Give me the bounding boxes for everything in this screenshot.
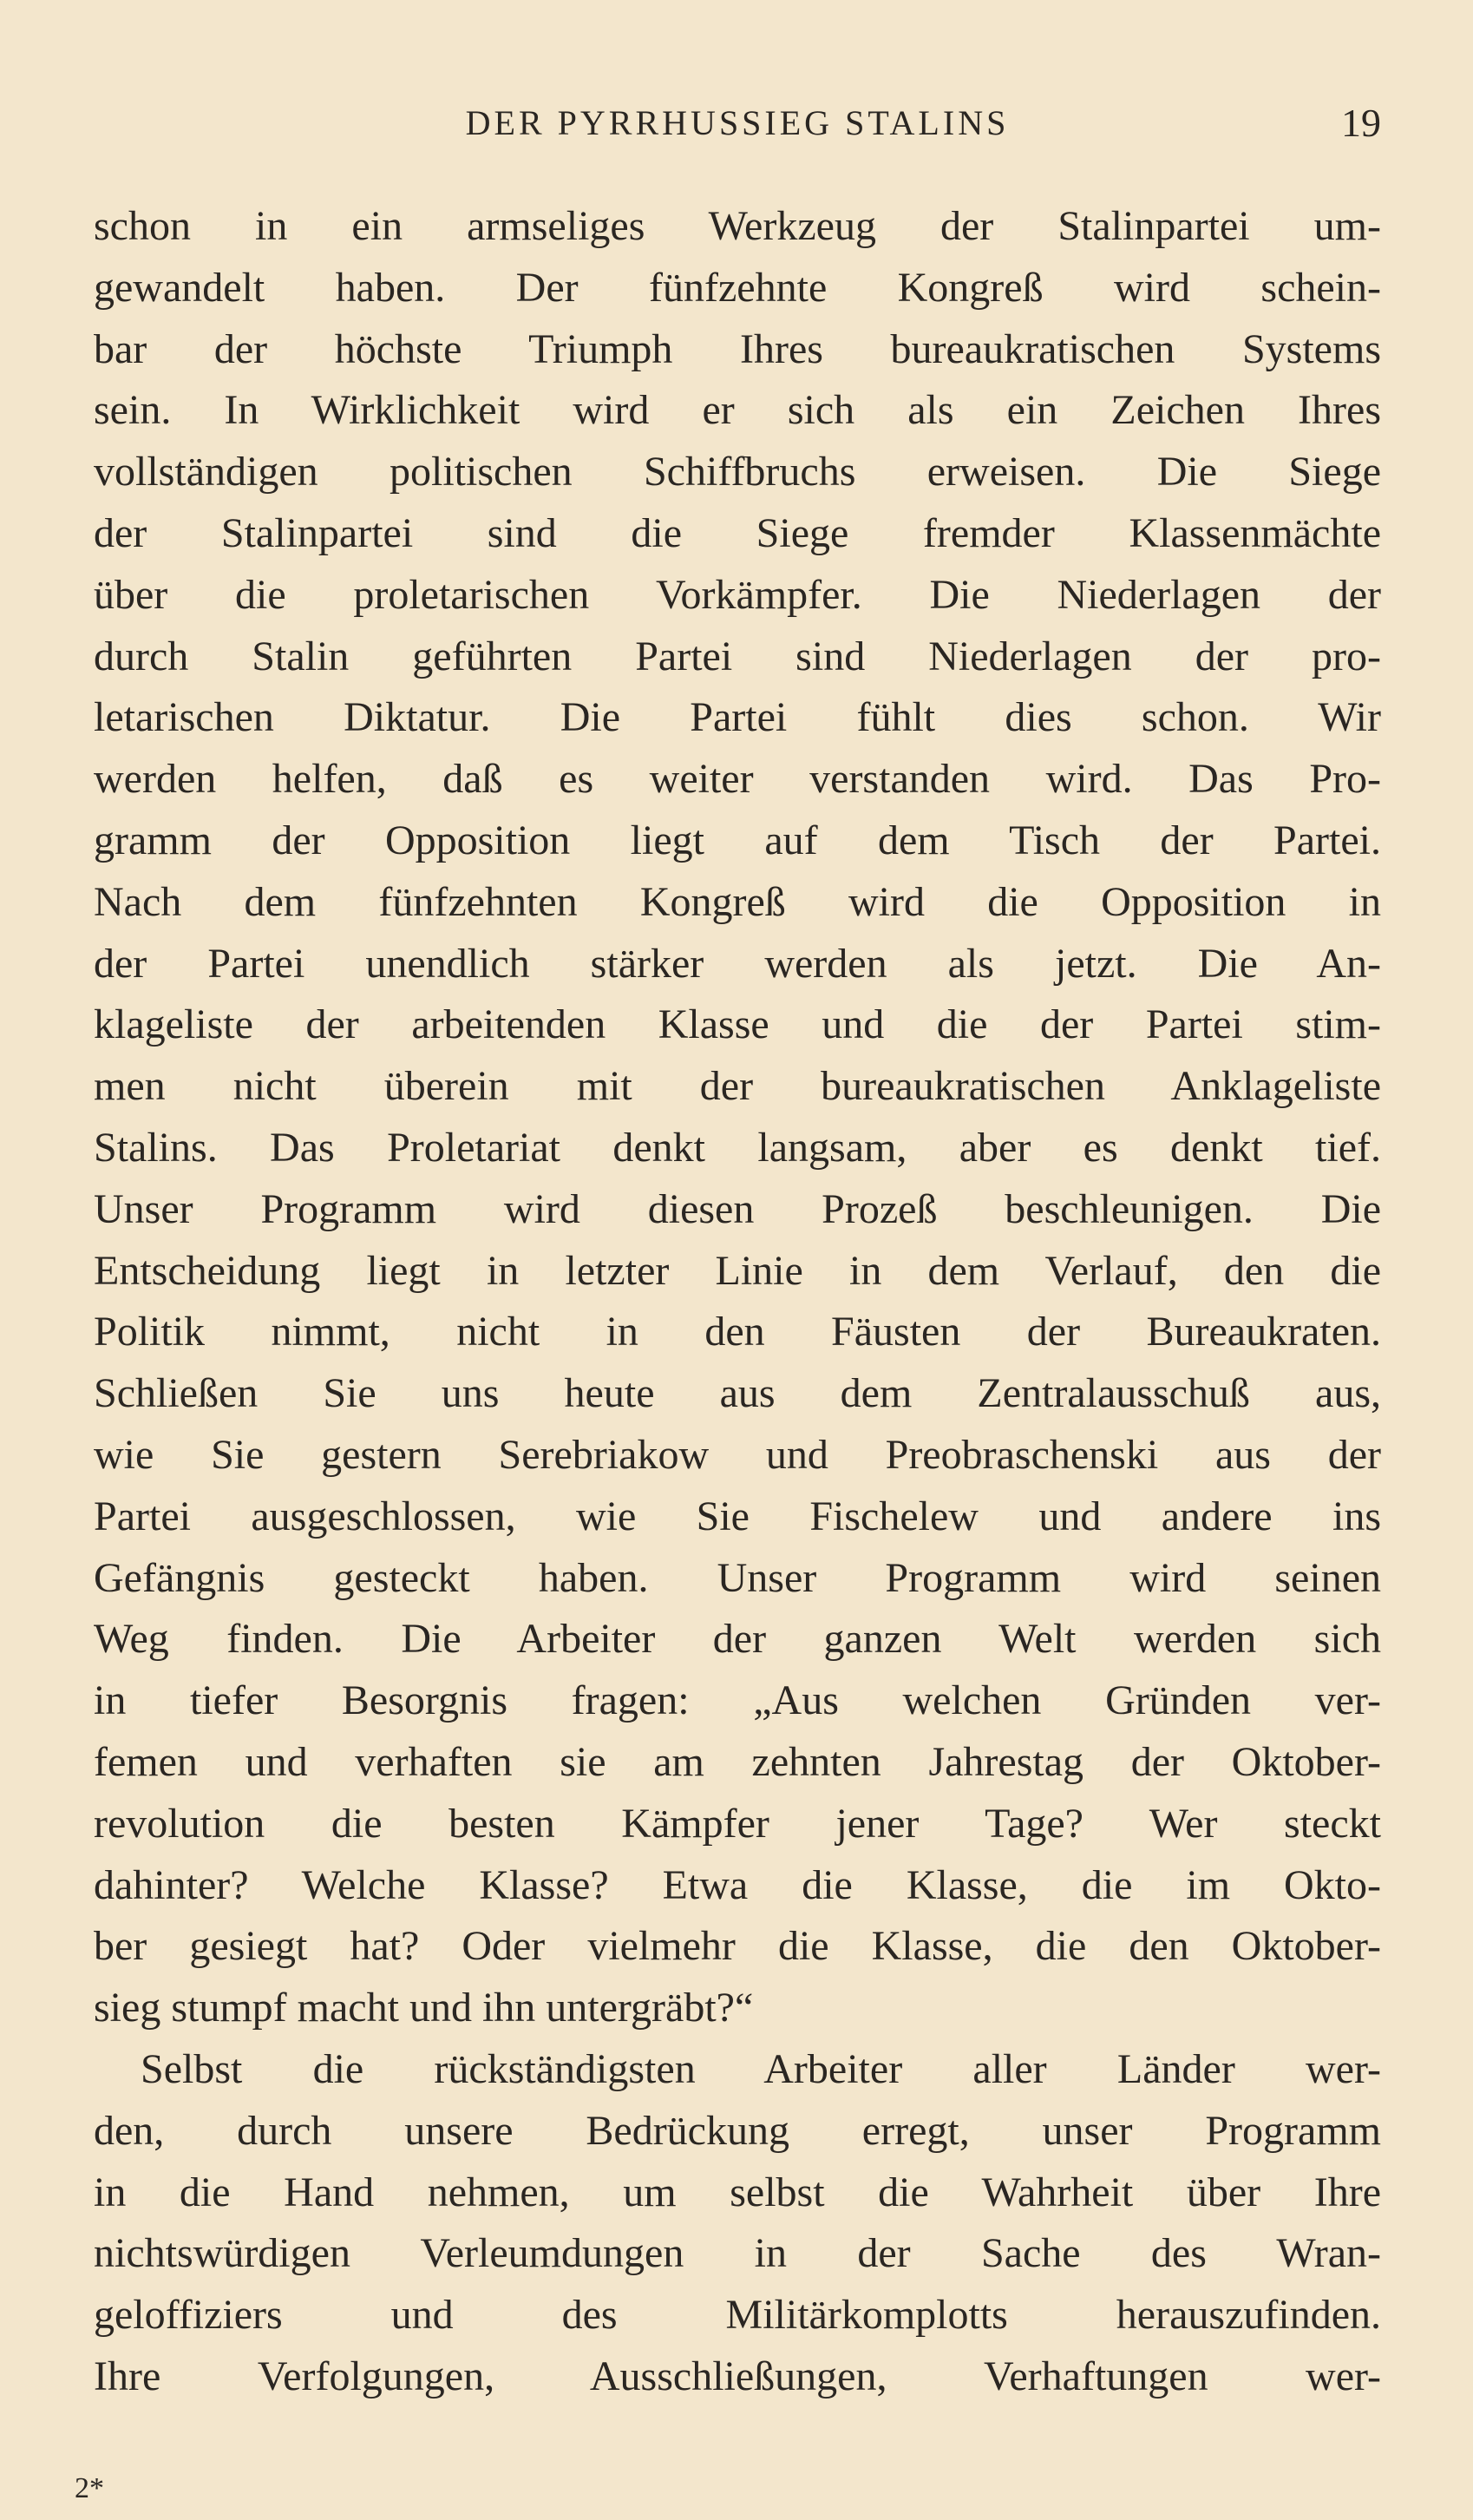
text-line: gramm der Opposition liegt auf dem Tisch der Partei. <box>94 817 1381 863</box>
text-line: Partei ausgeschlossen, wie Sie Fischelew und andere ins <box>94 1493 1381 1539</box>
page-number: 19 <box>1341 101 1381 145</box>
text-line: vollständigen politischen Schiffbruchs erweisen. Die Siege <box>94 449 1381 495</box>
paragraph <box>94 196 1381 2039</box>
text-line: letarischen Diktatur. Die Partei fühlt dies schon. Wir <box>94 694 1381 741</box>
text-line: Politik nimmt, nicht in den Fäusten der Bureaukraten. <box>94 1309 1381 1355</box>
text-line: bar der höchste Triumph Ihres bureaukratischen Systems <box>94 325 1381 372</box>
text-line: der Stalinpartei sind die Siege fremder Klassenmächte <box>94 509 1381 556</box>
running-head <box>94 97 1381 149</box>
text-line: men nicht überein mit der bureaukratischen Anklageliste <box>94 1063 1381 1110</box>
printer-signature: 2* <box>75 2472 104 2504</box>
text-line: Weg finden. Die Arbeiter der ganzen Welt werden sich <box>94 1616 1381 1663</box>
text-line: Unser Programm wird diesen Prozeß beschleunigen. Die <box>94 1185 1381 1232</box>
text-line: durch Stalin geführten Partei sind Niederlagen der pro- <box>94 633 1381 679</box>
text-line: Gefängnis gesteckt haben. Unser Programm wird seinen <box>94 1554 1381 1601</box>
text-line: ber gesiegt hat? Oder vielmehr die Klasse, die den Oktober- <box>94 1923 1381 1970</box>
text-line: Stalins. Das Proletariat denkt langsam, aber es denkt tief. <box>94 1124 1381 1171</box>
text-line: Selbst die rückständigsten Arbeiter aller Länder wer- <box>141 2045 1381 2092</box>
text-line: Schließen Sie uns heute aus dem Zentralausschuß aus, <box>94 1370 1381 1417</box>
text-line: in die Hand nehmen, um selbst die Wahrheit über Ihre <box>94 2169 1381 2215</box>
text-line: sein. In Wirklichkeit wird er sich als ein Zeichen Ihres <box>94 387 1381 434</box>
text-line: Nach dem fünfzehnten Kongreß wird die Opposition in <box>94 878 1381 925</box>
body-text <box>94 196 1381 2408</box>
text-line: gewandelt haben. Der fünfzehnte Kongreß wird schein- <box>94 264 1381 311</box>
text-line: über die proletarischen Vorkämpfer. Die Niederlagen der <box>94 571 1381 618</box>
text-line: nichtswürdigen Verleumdungen in der Sache des Wran- <box>94 2230 1381 2277</box>
text-line: dahinter? Welche Klasse? Etwa die Klasse, die im Okto- <box>94 1861 1381 1908</box>
text-line: Ihre Verfolgungen, Ausschließungen, Verhaftungen wer- <box>94 2353 1381 2399</box>
text-line: in tiefer Besorgnis fragen: „Aus welchen Gründen ver- <box>94 1677 1381 1724</box>
text-line: schon in ein armseliges Werkzeug der Stalinpartei um- <box>94 203 1381 249</box>
paragraph <box>94 2039 1381 2408</box>
text-line: Entscheidung liegt in letzter Linie in dem Verlauf, den die <box>94 1247 1381 1294</box>
running-title: DER PYRRHUSSIEG STALINS <box>465 103 1010 142</box>
text-line: der Partei unendlich stärker werden als jetzt. Die An- <box>94 940 1381 987</box>
text-line: wie Sie gestern Serebriakow und Preobraschenski aus der <box>94 1431 1381 1478</box>
text-line: werden helfen, daß es weiter verstanden wird. Das Pro- <box>94 756 1381 803</box>
text-line: revolution die besten Kämpfer jener Tage? Wer steckt <box>94 1800 1381 1847</box>
text-line: geloffiziers und des Militärkomplotts herauszufinden. <box>94 2292 1381 2339</box>
text-line: klageliste der arbeitenden Klasse und die der Partei stim- <box>94 1001 1381 1048</box>
text-line: den, durch unsere Bedrückung erregt, unser Programm <box>94 2107 1381 2154</box>
text-line: sieg stumpf macht und ihn untergräbt?“ <box>94 1985 754 2031</box>
text-line: femen und verhaften sie am zehnten Jahrestag der Oktober- <box>94 1738 1381 1785</box>
